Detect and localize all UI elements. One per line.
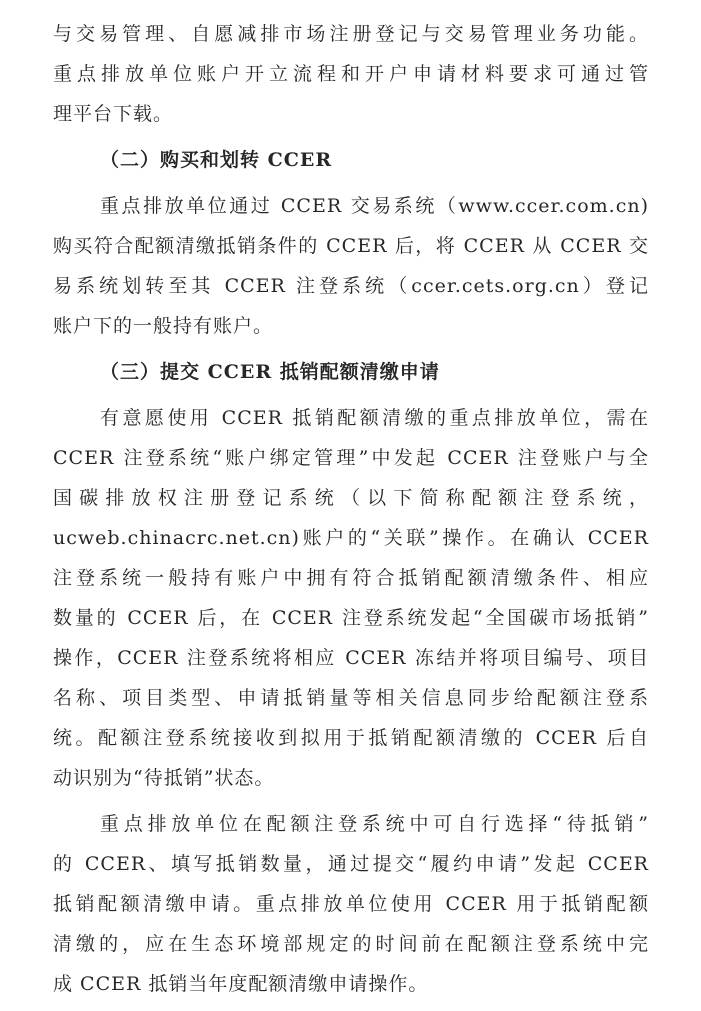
intro-line-3: 理平台下载。 — [53, 103, 174, 125]
section-3-p1-line-7: 操作，CCER 注登系统将相应 CCER 冻结并将项目编号、项目 — [53, 647, 649, 669]
section-3-p1-line-10: 动识别为“待抵销”状态。 — [53, 767, 275, 789]
section-2-line-1: 重点排放单位通过 CCER 交易系统（www.ccer.com.cn) — [100, 195, 649, 217]
section-3-p1-line-9: 统。配额注登系统接收到拟用于抵销配额清缴的 CCER 后自 — [53, 727, 649, 749]
section-3-p1-line-6: 数量的 CCER 后，在 CCER 注登系统发起“全国碳市场抵销” — [53, 607, 649, 629]
section-2-line-2: 购买符合配额清缴抵销条件的 CCER 后，将 CCER 从 CCER 交 — [53, 235, 649, 257]
section-3-p1-line-8: 名称、项目类型、申请抵销量等相关信息同步给配额注登系 — [53, 687, 649, 709]
section-2-line-4: 账户下的一般持有账户。 — [53, 315, 274, 337]
section-3-heading: （三）提交 CCER 抵销配额清缴申请 — [100, 361, 440, 383]
section-3-p2-line-4: 清缴的，应在生态环境部规定的时间前在配额注登系统中完 — [53, 933, 649, 955]
section-3-p1-line-1: 有意愿使用 CCER 抵销配额清缴的重点排放单位，需在 — [100, 407, 649, 429]
section-2-line-3: 易系统划转至其 CCER 注登系统（ccer.cets.org.cn）登记 — [53, 275, 649, 297]
section-3-p1-line-2: CCER 注登系统“账户绑定管理”中发起 CCER 注登账户与全 — [53, 447, 649, 469]
section-2-heading: （二）购买和划转 CCER — [100, 149, 333, 171]
intro-line-1: 与交易管理、自愿减排市场注册登记与交易管理业务功能。 — [53, 23, 649, 45]
section-3-p1-line-4: ucweb.chinacrc.net.cn)账户的“关联”操作。在确认 CCER — [53, 527, 649, 549]
section-3-p2-line-3: 抵销配额清缴申请。重点排放单位使用 CCER 用于抵销配额 — [53, 893, 649, 915]
intro-line-2: 重点排放单位账户开立流程和开户申请材料要求可通过管 — [53, 63, 649, 85]
section-3-p2-line-5: 成 CCER 抵销当年度配额清缴申请操作。 — [53, 973, 429, 995]
section-3-p1-line-3: 国碳排放权注册登记系统（以下简称配额注登系统， — [53, 487, 649, 509]
section-3-p2-line-1: 重点排放单位在配额注登系统中可自行选择“待抵销” — [100, 813, 649, 835]
section-3-p2-line-2: 的 CCER、填写抵销数量，通过提交“履约申请”发起 CCER — [53, 853, 649, 875]
section-3-p1-line-5: 注登系统一般持有账户中拥有符合抵销配额清缴条件、相应 — [53, 567, 649, 589]
